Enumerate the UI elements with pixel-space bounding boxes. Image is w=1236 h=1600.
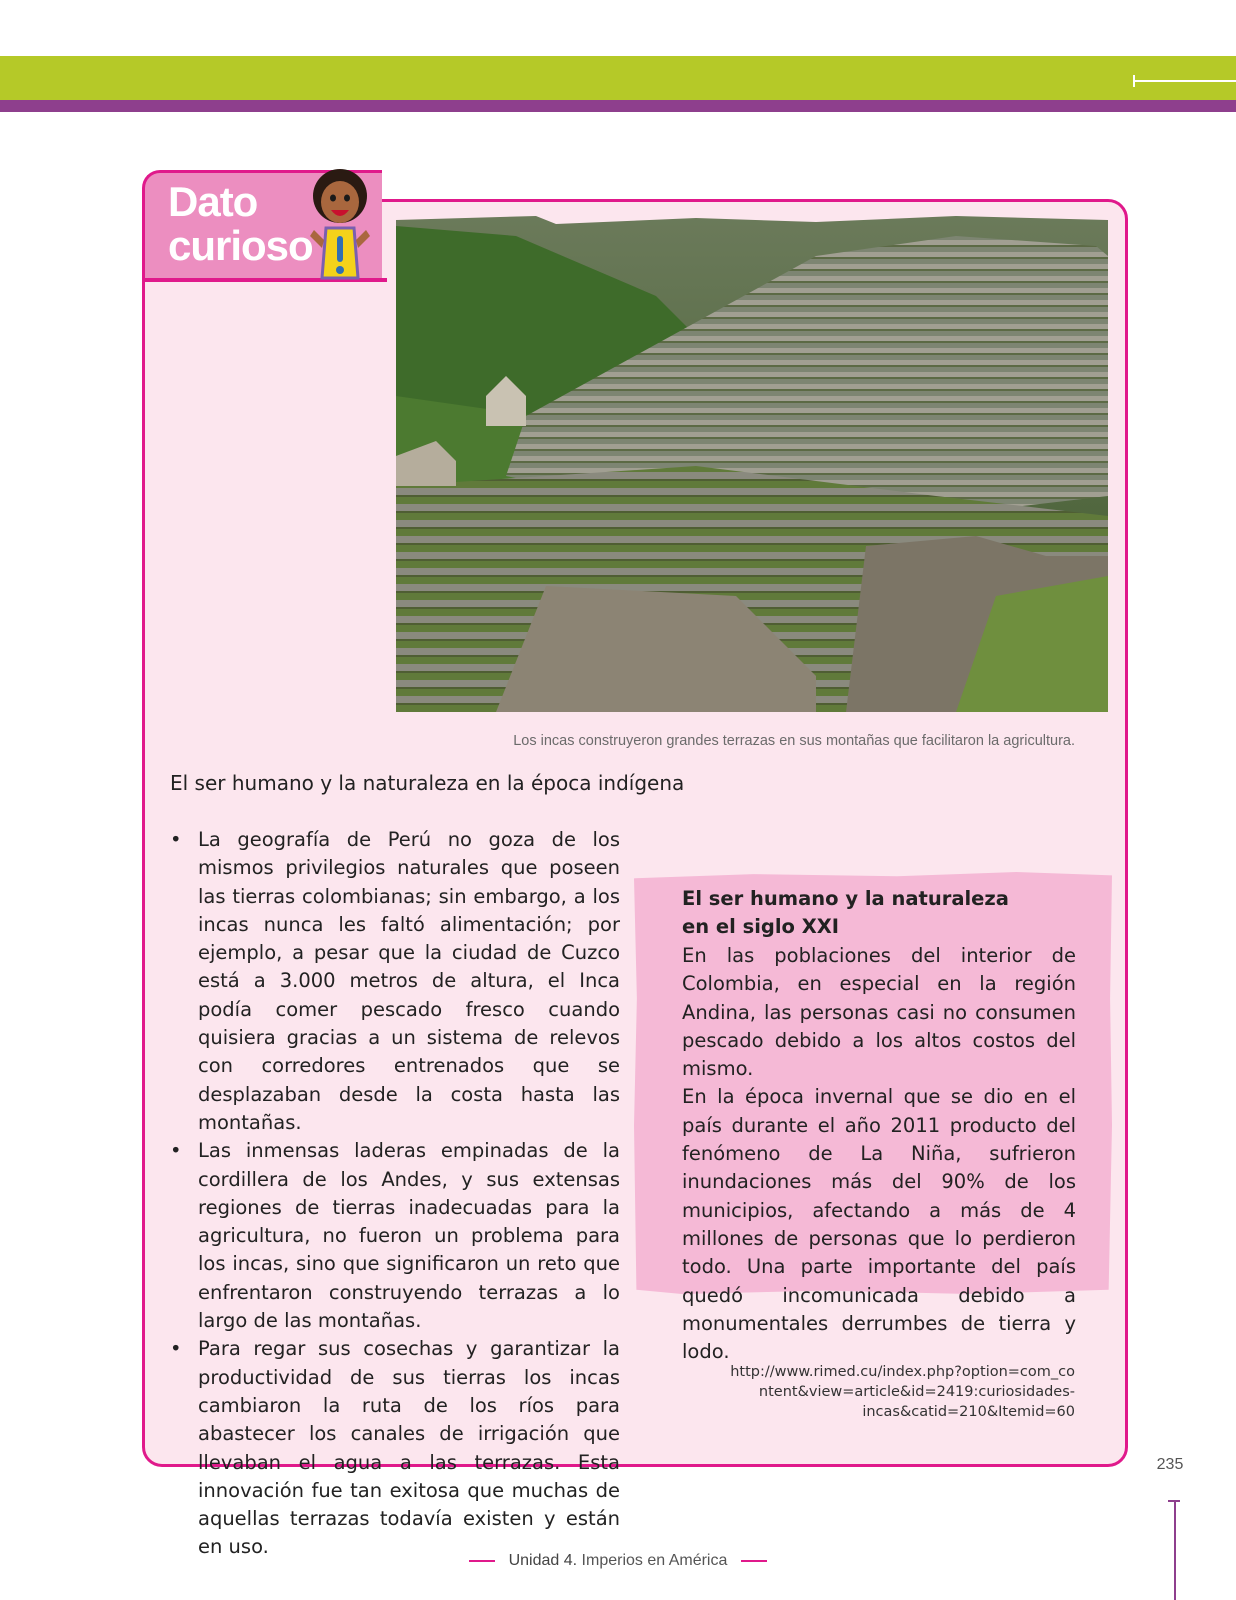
footer-dash-right (741, 1560, 767, 1562)
note-body (682, 942, 1076, 1366)
footer-dash-left (469, 1560, 495, 1562)
footer (0, 1552, 1236, 1570)
footer-title: Imperios en América (581, 1552, 728, 1569)
side-line (1174, 1501, 1176, 1600)
list-item: • Para regar sus cosechas y garantizar la productividad de sus tierras los incas cambiaron la ruta de los ríos para abastecer los canales de irrigación que llevaban el agua a las terrazas. Esta innovación fue tan exitosa que muchas de aquellas terrazas todavía existen y están en uso. (170, 1335, 620, 1561)
note-title: El ser humano y la naturaleza en el siglo XXI (682, 887, 1009, 939)
footer-unit: Unidad 4. (508, 1552, 578, 1569)
section-heading: El ser humano y la naturaleza en la época indígena (170, 771, 685, 795)
list-item: • Las inmensas laderas empinadas de la cordillera de los Andes, y sus extensas regiones de tierras inadecuadas para la agricultura, no fueron un problema para los incas, sino que significaron un reto que enfrentaron construyendo terrazas a lo largo de las montañas. (170, 1137, 620, 1335)
bullet-list (170, 826, 620, 1562)
header-band (0, 56, 1236, 100)
page-number: 235 (1156, 1456, 1184, 1473)
note-paragraph: En la época invernal que se dio en el país durante el año 2011 producto del fenómeno de La Niña, sufrieron inundaciones más del 90% de los municipios, afectando a más de 4 millones de personas que lo perdieron todo. Una parte importante del país quedó incomunicada debido a monumentales derrumbes de tierra y lodo. (682, 1085, 1076, 1364)
terraces-photo (396, 216, 1108, 712)
tag-title: Dato curioso (168, 178, 313, 269)
source-link[interactable]: http://www.rimed.cu/index.php?option=com_co ntent&view=article&id=2419:curiosidades- incas&catid=210&Itemid=60 (730, 1364, 1075, 1420)
header-line (1133, 80, 1236, 82)
header-stripe (0, 100, 1236, 112)
photo-caption: Los incas construyeron grandes terrazas en sus montañas que facilitaron la agricultura. (513, 733, 1075, 749)
note-paragraph: En las poblaciones del interior de Colombia, en especial en la región Andina, las personas casi no consumen pescado debido a los altos costos del mismo. (682, 944, 1076, 1081)
child-mascot-icon (308, 166, 372, 286)
header-line-tick (1133, 75, 1135, 87)
list-item: • La geografía de Perú no goza de los mismos privilegios naturales que poseen las tierras colombianas; sin embargo, a los incas nunca les faltó alimentación; por ejemplo, a pesar que la ciudad de Cuzco está a 3.000 metros de altura, el Inca podía comer pescado fresco cuando quisiera gracias a un sistema de relevos con corredores entrenados que se desplazaban desde la costa hasta las montañas. (170, 826, 620, 1137)
